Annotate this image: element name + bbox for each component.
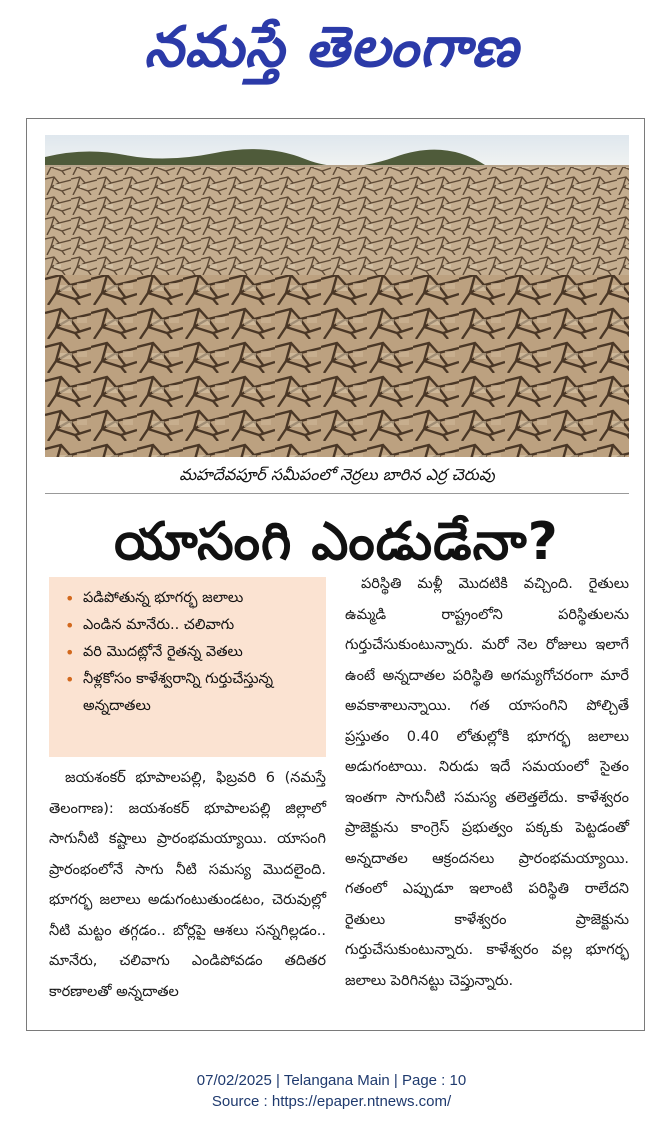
masthead-logo: నమస్తే తెలంగాణ (144, 14, 519, 80)
article-photo (45, 135, 629, 457)
body-text-left: జయశంకర్ భూపాలపల్లి, ఫిబ్రవరి 6 (నమస్తే తెలంగాణ): జయశంకర్ భూపాలపల్లి జిల్లాలో సాగునీటి కష్టాలు ప్రారంభమయ్యాయి. యాసంగి ప్రారంభంలోనే సాగు నీటి సమస్య మొదలైంది. భూగర్భ జలాలు అడుగంటుతుండటం, చెరువుల్లో నీటి మట్టం తగ్గడం.. బోర్లపై ఆశలు సన్నగిల్లడం.. మానేరు, చలివాగు ఎండిపోవడం తదితర కారణాలతో అన్నదాతల (49, 770, 326, 1000)
highlight-item: • పడిపోతున్న భూగర్భ జలాలు (61, 585, 318, 612)
bullet-icon: • (65, 643, 75, 662)
highlights-box (49, 577, 326, 757)
bullet-icon: • (65, 670, 75, 689)
body-column-left (49, 763, 326, 1007)
headline: యాసంగి ఎండుడేనా? (114, 512, 559, 572)
body-text-right: పరిస్థితి మళ్లీ మొదటికి వచ్చింది. రైతులు ఉమ్మడి రాష్ట్రంలోని పరిస్థితులను గుర్తుచేసుకుంటున్నారు. మరో నెల రోజులు ఇలాగే ఉంటే అన్నదాతల పరిస్థితి అగమ్యగోచరంగా మారే అవకాశాలున్నాయి. గత యాసంగిని పోల్చితే ప్రస్తుతం 0.40 లోతుల్లోకి భూగర్భ జలాలు అడుగంటాయి. నిరుడు ఇదే సమయంలో సైతం ఇంతగా సాగునీటి సమస్య తలెత్తలేదు. కాళేశ్వరం ప్రాజెక్టును కాంగ్రెస్ ప్రభుత్వం పక్కకు పెట్టడంతో అన్నదాతల ఆక్రందనలు ప్రారంభమయ్యాయి. గతంలో ఎప్పుడూ ఇలాంటి పరిస్థితి రాలేదని రైతులు కాళేశ్వరం ప్రాజెక్టును గుర్తుచేసుకుంటున్నారు. కాళేశ్వరం వల్ల భూగర్భ జలాలు పెరిగినట్టు చెప్తున్నారు. (345, 576, 629, 989)
dry-lakebed-image (45, 135, 629, 457)
article-clipping (26, 118, 645, 1031)
photo-caption: మహదేవపూర్ సమీపంలో నెర్రలు బారిన ఎర్ర చెరువు (45, 457, 629, 494)
bullet-icon: • (65, 589, 75, 608)
highlight-item: • ఎండిన మానేరు.. చలివాగు (61, 612, 318, 639)
highlight-item: • వరి మొదట్లోనే రైతన్న వెతలు (61, 639, 318, 666)
highlight-item: • నీళ్లకోసం కాళేశ్వరాన్ని గుర్తుచేస్తున్న అన్నదాతలు (61, 666, 318, 720)
footer-source-link[interactable]: Source : https://epaper.ntnews.com/ (211, 1093, 452, 1110)
bullet-icon: • (65, 616, 75, 635)
footer-date-page: 07/02/2025 | Telangana Main | Page : 10 (196, 1072, 467, 1089)
source-footer (0, 1070, 663, 1112)
body-column-right (345, 569, 629, 996)
